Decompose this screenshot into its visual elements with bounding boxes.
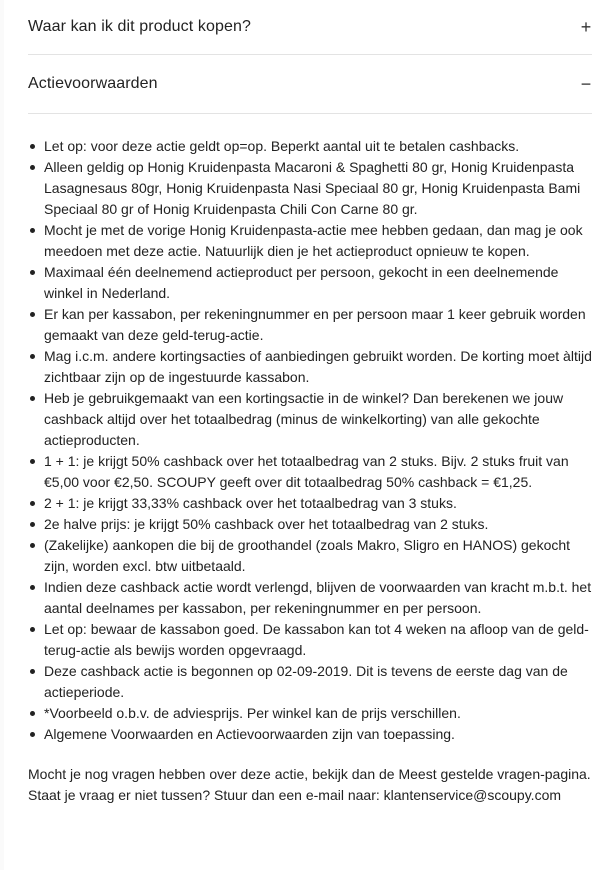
condition-item: Let op: bewaar de kassabon goed. De kassabon kan tot 4 weken na afloop van de geld-terug-actie als bewijs worden opgevraagd. <box>28 619 592 661</box>
condition-item: (Zakelijke) aankopen die bij de groothandel (zoals Makro, Sligro en HANOS) gekocht zijn, worden excl. btw uitbetaald. <box>28 535 592 577</box>
condition-item: Let op: voor deze actie geldt op=op. Beperkt aantal uit te betalen cashbacks. <box>28 136 592 157</box>
condition-item: 1 + 1: je krijgt 50% cashback over het totaalbedrag van 2 stuks. Bijv. 2 stuks fruit van €5,00 voor €2,50. SCOUPY geeft over dit totaalbedrag 50% cashback = €1,25. <box>28 451 592 493</box>
product-info-accordion <box>28 0 592 820</box>
accordion-title-where-to-buy: Waar kan ik dit product kopen? <box>28 18 251 35</box>
accordion-header-where-to-buy[interactable] <box>28 0 592 54</box>
condition-item: Algemene Voorwaarden en Actievoorwaarden zijn van toepassing. <box>28 724 592 745</box>
expand-plus-icon[interactable]: + <box>580 17 592 37</box>
condition-item: Alleen geldig op Honig Kruidenpasta Macaroni & Spaghetti 80 gr, Honig Kruidenpasta Lasagnesaus 80gr, Honig Kruidenpasta Nasi Speciaal 80 gr, Honig Kruidenpasta Bami Speciaal 80 gr of Honig Kruidenpasta Chili Con Carne 80 gr. <box>28 157 592 220</box>
condition-item: Deze cashback actie is begonnen op 02-09-2019. Dit is tevens de eerste dag van de actieperiode. <box>28 661 592 703</box>
condition-item: *Voorbeeld o.b.v. de adviesprijs. Per winkel kan de prijs verschillen. <box>28 703 592 724</box>
condition-item: Indien deze cashback actie wordt verlengd, blijven de voorwaarden van kracht m.b.t. het aantal deelnames per kassabon, per rekeningnummer en per persoon. <box>28 577 592 619</box>
condition-item: Heb je gebruikgemaakt van een kortingsactie in de winkel? Dan berekenen we jouw cashback altijd over het totaalbedrag (minus de winkelkorting) van alle gekochte actieproducten. <box>28 388 592 451</box>
condition-item: Maximaal één deelnemend actieproduct per persoon, gekocht in een deelnemende winkel in Nederland. <box>28 262 592 304</box>
contact-info-text: Mocht je nog vragen hebben over deze actie, bekijk dan de Meest gestelde vragen-pagina. Staat je vraag er niet tussen? Stuur dan een e-mail naar: klantenservice@scoupy.com <box>28 766 591 803</box>
condition-item: Er kan per kassabon, per rekeningnummer en per persoon maar 1 keer gebruik worden gemaakt van deze geld-terug-actie. <box>28 304 592 346</box>
accordion-title-action-conditions: Actievoorwaarden <box>28 75 158 92</box>
condition-item: Mag i.c.m. andere kortingsacties of aanbiedingen gebruikt worden. De korting moet àltijd zichtbaar zijn op de ingestuurde kassabon. <box>28 346 592 388</box>
condition-item: Mocht je met de vorige Honig Kruidenpasta-actie mee hebben gedaan, dan mag je ook meedoen met deze actie. Natuurlijk dien je het actieproduct opnieuw te kopen. <box>28 220 592 262</box>
page-edge <box>0 0 4 870</box>
condition-item: 2e halve prijs: je krijgt 50% cashback over het totaalbedrag van 2 stuks. <box>28 514 592 535</box>
accordion-header-action-conditions[interactable] <box>28 55 592 113</box>
action-conditions-panel <box>28 114 592 806</box>
condition-item: 2 + 1: je krijgt 33,33% cashback over het totaalbedrag van 3 stuks. <box>28 493 592 514</box>
collapse-minus-icon[interactable]: − <box>580 74 592 94</box>
conditions-list <box>28 136 592 745</box>
